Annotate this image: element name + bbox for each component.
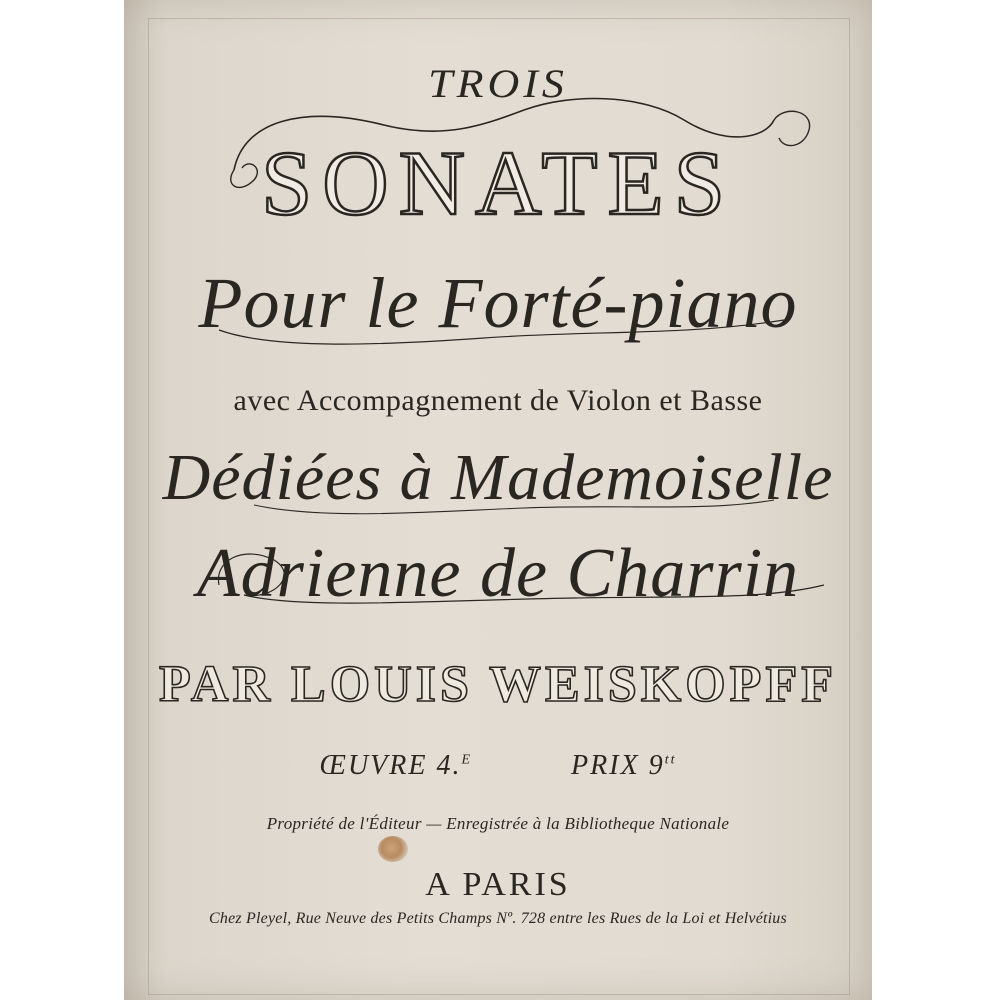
accompaniment-line: avec Accompagnement de Violon et Basse	[233, 384, 763, 417]
price: PRIX $9^{tt}$	[571, 750, 677, 781]
paper-stain	[378, 836, 408, 862]
publisher-address: Chez Pleyel, Rue Neuve des Petits Champs Nº. 728 entre les Rues de la Loi et Helvétius	[209, 910, 787, 927]
title-sonates: SONATES	[261, 132, 735, 234]
title-page-sheet	[124, 0, 872, 1000]
composer-line: PAR LOUIS WEISKOPFF	[159, 656, 837, 713]
copyright-line: Propriété de l'Éditeur — Enregistrée à la Bibliotheque Nationale	[266, 814, 730, 833]
title-trois: TROIS	[428, 60, 568, 107]
instrument-line: Pour le Forté-piano	[198, 263, 798, 343]
city-line: A PARIS	[425, 866, 571, 903]
dedication-line: Dédiées à Mademoiselle	[162, 441, 834, 514]
opus-price-row	[124, 750, 872, 782]
opus-number: ŒUVRE 4.$^E$	[319, 750, 473, 781]
dedicatee-name: Adrienne de Charrin	[196, 535, 800, 612]
